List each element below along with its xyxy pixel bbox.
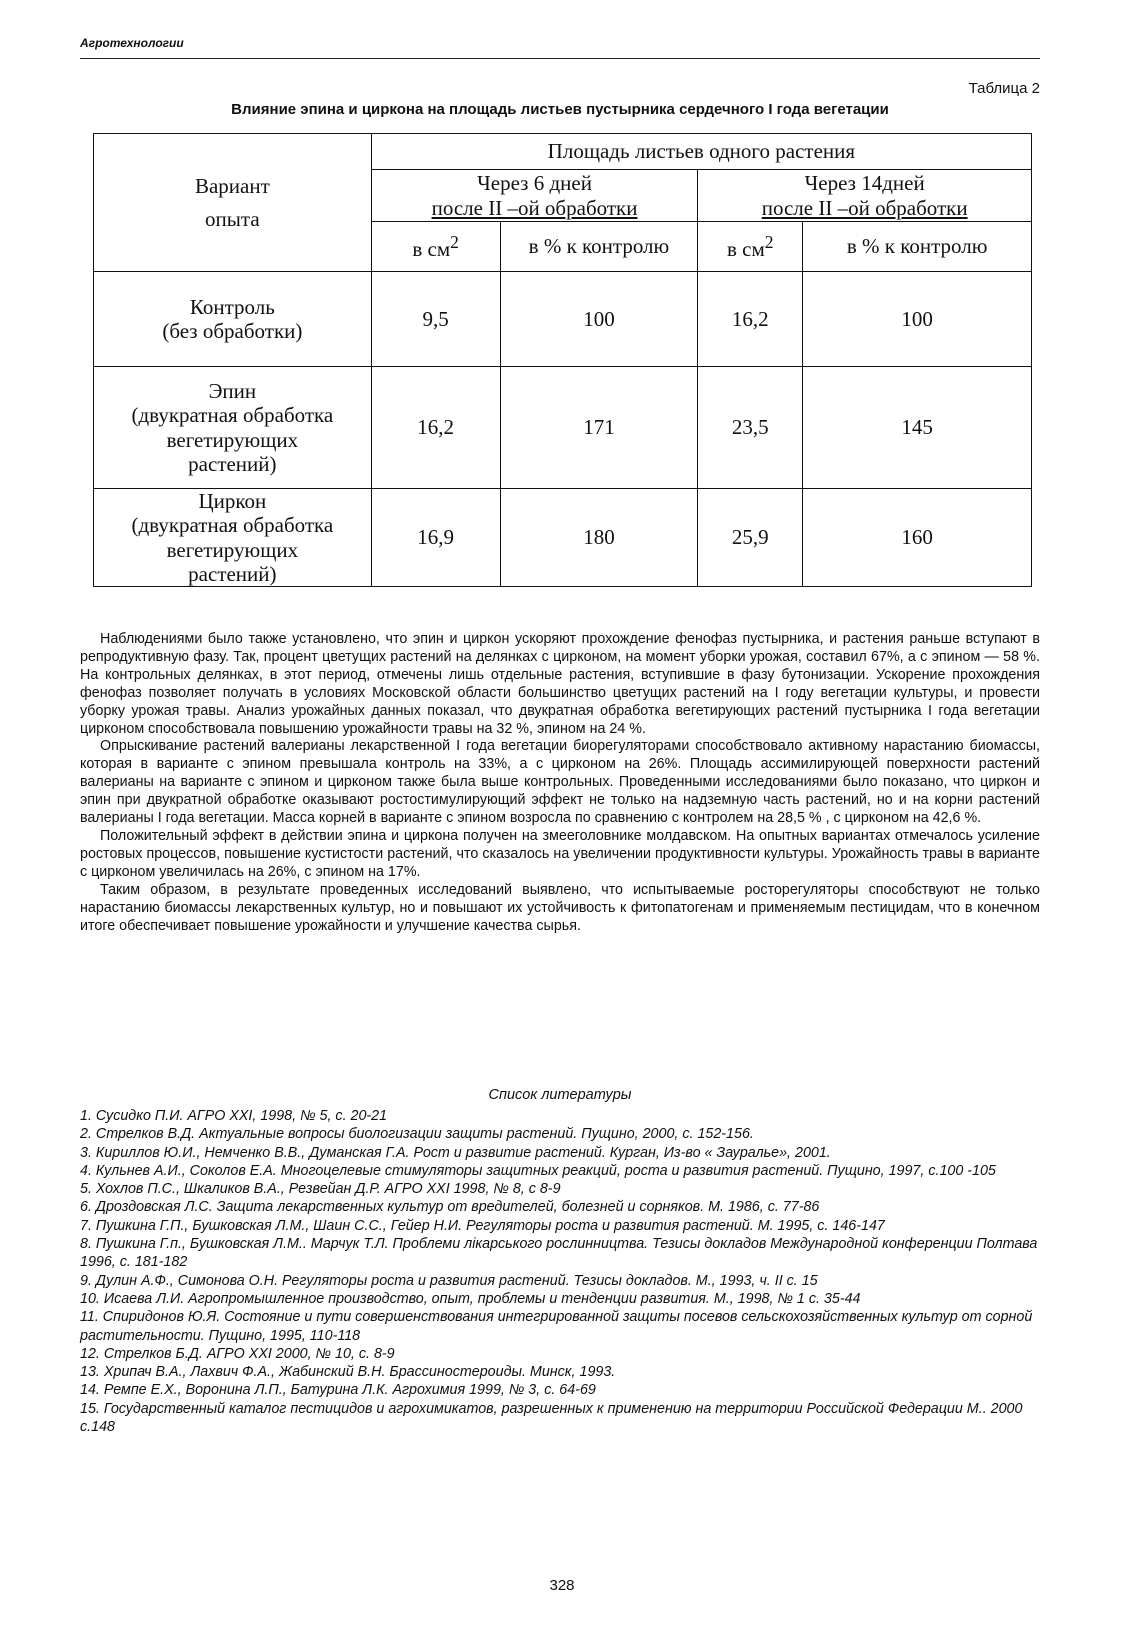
area-pct-6days: 100: [500, 272, 698, 367]
variant-name-line: (двукратная обработка: [131, 403, 334, 428]
area-pct-14days: 145: [803, 367, 1032, 489]
reference-item: 5. Хохлов П.С., Шкаликов В.А., Резвейан Д.Р. АГРО XXI 1998, № 8, с 8-9: [80, 1181, 561, 1198]
period-header-14days-line-2: после II –ой обработки: [761, 195, 968, 220]
variant-name: [94, 489, 372, 587]
variant-name: [94, 367, 372, 489]
variant-name-line: (двукратная обработка: [131, 513, 334, 538]
variant-name-line: растений): [188, 451, 277, 476]
unit-cm-sup: 2: [450, 231, 459, 252]
variant-name: [94, 272, 372, 367]
area-pct-14days: 100: [803, 272, 1032, 367]
reference-item: 8. Пушкина Г.п., Бушковская Л.М.. Марчук Т.Л. Проблеми лікарського рослинництва. Тезисы докладов Международной конференции Полтава 1996, с. 181-182: [80, 1236, 1038, 1271]
area-header: Площадь листьев одного растения: [371, 134, 1031, 170]
unit-cm-header: [698, 222, 803, 272]
unit-cm-text: в см: [727, 236, 765, 261]
reference-item: 12. Стрелков Б.Д. АГРО XXI 2000, № 10, с. 8-9: [80, 1345, 395, 1362]
variant-header-line-2: опыта: [205, 206, 260, 231]
unit-cm-text: в см: [412, 236, 451, 261]
paragraph: Опрыскивание растений валерианы лекарственной I года вегетации биорегуляторами способствовало активному нарастанию биомассы, которая в варианте с эпином превышала контроль на 33%, а с цирконом на 26%. Площадь ассимилирующей поверхности растений валерианы на варианте с эпином и цирконом также была выше контрольных. Проведенными исследованиями было показано, что циркон и эпин при двукратной обработке оказывают ростостимулирующий эффект не только на надземную часть растений, но и на корни растений валерианы I года вегетации. Масса корней в варианте с эпином возросла по сравнению с контролем на 28,5 % , с цирконом на 42,6 %.: [80, 738, 1040, 827]
leaf-area-table: [93, 133, 1032, 587]
paragraph: Положительный эффект в действии эпина и циркона получен на змееголовнике молдавском. На опытных вариантах отмечалось усиление ростовых процессов, повышение кустистости растений, что сказалось на увеличении продуктивности культуры. Урожайность травы в варианте с цирконом увеличилась на 26%, с эпином на 17%.: [80, 827, 1040, 880]
paragraph: Наблюдениями было также установлено, что эпин и циркон ускоряют прохождение фенофаз пустырника, и растения раньше вступают в репродуктивную фазу. Так, процент цветущих растений на делянках с цирконом, на момент уборки урожая, составил 67%, а с эпином — 58 %. На контрольных делянках, в этот период, отмечены лишь отдельные растения, вступившие в фазу бутонизации. Ускорение прохождения фенофаз позволяет получать в условиях Московской области большинство цветущих растений на I году вегетации культуры, и провести уборку урожая травы. Анализ урожайных данных показал, что двукратная обработка вегетирующих растений пустырника I года вегетации цирконом способствовала повышению урожайности травы на 32 %, эпином на 24 %.: [80, 631, 1040, 737]
body-text: [80, 631, 1040, 935]
page-number: 328: [549, 1577, 575, 1594]
variant-name-line: Циркон: [198, 489, 267, 514]
reference-item: 1. Сусидко П.И. АГРО XXI, 1998, № 5, с. 20-21: [80, 1108, 388, 1124]
period-header-6days-line-1: Через 6 дней: [477, 171, 592, 196]
variant-name-line: вегетирующих: [166, 537, 299, 562]
reference-item: 2. Стрелков В.Д. Актуальные вопросы биологизации защиты растений. Пущино, 2000, с. 152-156.: [80, 1126, 754, 1143]
variant-name-line: растений): [188, 561, 277, 586]
references-title: Список литературы: [488, 1087, 632, 1103]
period-header-6days: [371, 170, 698, 222]
table-row: [94, 367, 1032, 489]
period-header-6days-line-2: после II –ой обработки: [431, 195, 638, 220]
reference-item: 7. Пушкина Г.П., Бушковская Л.М., Шаин С.С., Гейер Н.И. Регуляторы роста и развития растений. М. 1995, с. 146-147: [80, 1217, 885, 1234]
area-pct-6days: 180: [500, 489, 698, 587]
variant-header-cell: [94, 134, 372, 272]
reference-item: 14. Ремпе Е.Х., Воронина Л.П., Батурина Л.К. Агрохимия 1999, № 3, с. 64-69: [80, 1382, 596, 1399]
unit-pct-header: в % к контролю: [803, 222, 1032, 272]
table-title: Влияние эпина и циркона на площадь листьев пустырника сердечного I года вегетации: [231, 101, 889, 118]
period-header-14days-line-1: Через 14дней: [804, 171, 925, 196]
area-pct-14days: 160: [803, 489, 1032, 587]
variant-header-line-1: Вариант: [194, 174, 270, 199]
reference-item: 15. Государственный каталог пестицидов и агрохимикатов, разрешенных к применению на территории Российской Федерации М.. 2000 с.148: [80, 1400, 1023, 1436]
header-rule: [80, 58, 1040, 59]
reference-item: 6. Дроздовская Л.С. Защита лекарственных культур от вредителей, болезней и сорняков. М. 1986, с. 77-86: [80, 1199, 820, 1216]
reference-item: 11. Спиридонов Ю.Я. Состояние и пути совершенствования интегрированной защиты посевов сельскохозяйственных культур от сорной растительности. Пущино, 1995, 110-118: [80, 1309, 1033, 1344]
variant-name-line: вегетирующих: [166, 427, 299, 452]
variant-name-line: Контроль: [189, 294, 275, 319]
unit-cm-sup: 2: [764, 231, 774, 252]
area-cm-6days: 16,9: [371, 489, 500, 587]
variant-name-line: (без обработки): [162, 319, 303, 343]
reference-item: 3. Кириллов Ю.И., Немченко В.В., Думанская Г.А. Рост и развитие растений. Курган, Из-во « Зауралье», 2001.: [80, 1144, 831, 1161]
table-label: Таблица 2: [968, 80, 1040, 97]
unit-pct-header: в % к контролю: [500, 222, 698, 272]
paragraph: Таким образом, в результате проведенных исследований выявлено, что испытываемые росторегуляторы способствуют не только нарастанию биомассы лекарственных культур, но и повышают их устойчивость к фитопатогенам и применяемым пестицидам, что в конечном итоге обеспечивает повышение урожайности и улучшение качества сырья.: [80, 881, 1040, 934]
area-cm-14days: 23,5: [698, 367, 803, 489]
period-header-14days: [698, 170, 1032, 222]
reference-item: 10. Исаева Л.И. Агропромышленное производство, опыт, проблемы и тенденции развития. М., 1998, № 1 с. 35-44: [80, 1290, 861, 1307]
unit-cm-header: [371, 222, 500, 272]
table-row: [94, 272, 1032, 367]
area-cm-6days: 9,5: [371, 272, 500, 367]
reference-item: 4. Кульнев А.И., Соколов Е.А. Многоцелевые стимуляторы защитных реакций, роста и развития растений. Пущино, 1997, с.100 -105: [80, 1162, 996, 1179]
area-cm-14days: 25,9: [698, 489, 803, 587]
area-pct-6days: 171: [500, 367, 698, 489]
variant-name-line: Эпин: [208, 379, 257, 404]
reference-item: 9. Дулин А.Ф., Симонова О.Н. Регуляторы роста и развития растений. Тезисы докладов. М., 1993, ч. II с. 15: [80, 1272, 818, 1289]
table-row: [94, 489, 1032, 587]
references-list: [80, 1107, 1040, 1436]
reference-item: 13. Хрипач В.А., Лахвич Ф.А., Жабинский В.Н. Брассиностероиды. Минск, 1993.: [80, 1364, 616, 1381]
area-cm-14days: 16,2: [698, 272, 803, 367]
running-header: Агротехнологии: [80, 36, 184, 50]
area-cm-6days: 16,2: [371, 367, 500, 489]
